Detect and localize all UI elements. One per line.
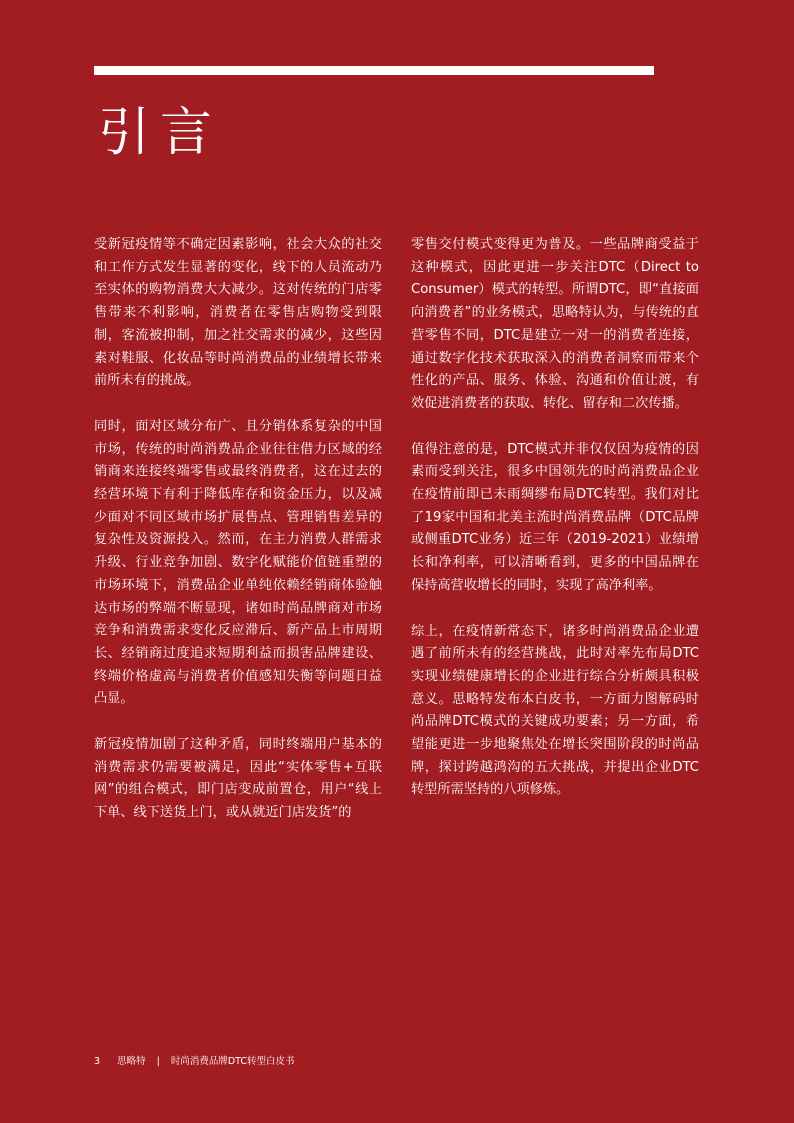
paragraph-dtc-definition: 零售交付模式变得更为普及。一些品牌商受益于这种模式，因此更进一步关注DTC（Direct to Consumer）模式的转型。所谓DTC，即“直接面向消费者”的业务模式，思略特认为，与传统的直营零售不同，DTC是建立一对一的消费者连接，通过数字化技术获取深入的消费者洞察而带来个性化的产品、服务、体验、沟通和价值让渡，有效促进消费者的获取、转化、留存和二次传播。 (411, 237, 699, 411)
left-column (94, 234, 382, 848)
footer-brand: 思略特 (117, 1056, 146, 1067)
paragraph-market: 同时，面对区域分布广、且分销体系复杂的中国市场，传统的时尚消费品企业往往借力区域的经销商来连接终端零售或最终消费者，这在过去的经营环境下有利于降低库存和资金压力，以及减少面对不同区域市场扩展售点、管理销售差异的复杂性及资源投入。然而，在主力消费人群需求升级、行业竞争加剧、数字化赋能价值链重塑的市场环境下，消费品企业单纯依赖经销商体验触达市场的弊端不断显现，诸如时尚品牌商对市场竞争和消费需求变化反应滞后、新产品上市周期长、经销商过度追求短期利益而损害品牌建设、终端价格虚高与消费者价值感知失衡等问题日益凸显。 (94, 418, 382, 707)
footer-separator: | (156, 1056, 160, 1067)
page-footer (94, 1055, 295, 1069)
footer-doc-title: 时尚消费品牌DTC转型白皮书 (170, 1056, 295, 1067)
top-rule (94, 66, 654, 75)
page-number: 3 (94, 1056, 101, 1067)
paragraph-intro: 受新冠疫情等不确定因素影响，社会大众的社交和工作方式发生显著的变化，线下的人员流动乃至实体的购物消费大大减少。这对传统的门店零售带来不利影响，消费者在零售店购物受到限制，客流被抑制，加之社交需求的减少，这些因素对鞋服、化妆品等时尚消费品的业绩增长带来前所未有的挑战。 (94, 237, 382, 389)
paragraph-dtc-performance: 值得注意的是，DTC模式并非仅仅因为疫情的因素而受到关注，很多中国领先的时尚消费品企业在疫情前即已未雨绸缪布局DTC转型。我们对比了19家中国和北美主流时尚消费品牌（DTC品牌或侧重DTC业务）近三年（2019-2021）业绩增长和净利率，可以清晰看到，更多的中国品牌在保持高营收增长的同时，实现了高净利率。 (411, 441, 699, 593)
paragraph-conclusion: 综上，在疫情新常态下，诸多时尚消费品企业遭遇了前所未有的经营挑战，此时对率先布局DTC实现业绩健康增长的企业进行综合分析颇具积极意义。思略特发布本白皮书，一方面力图解码时尚品牌DTC模式的关键成功要素；另一方面，希望能更进一步地聚焦处在增长突围阶段的时尚品牌，探讨跨越鸿沟的五大挑战，并提出企业DTC转型所需坚持的八项修炼。 (411, 623, 699, 798)
page-title: 引言 (98, 103, 223, 163)
paragraph-pandemic: 新冠疫情加剧了这种矛盾，同时终端用户基本的消费需求仍需要被满足，因此“实体零售+互联网”的组合模式，即门店变成前置仓，用户“线上下单、线下送货上门，或从就近门店发货”的 (94, 737, 382, 821)
right-column (411, 234, 699, 825)
